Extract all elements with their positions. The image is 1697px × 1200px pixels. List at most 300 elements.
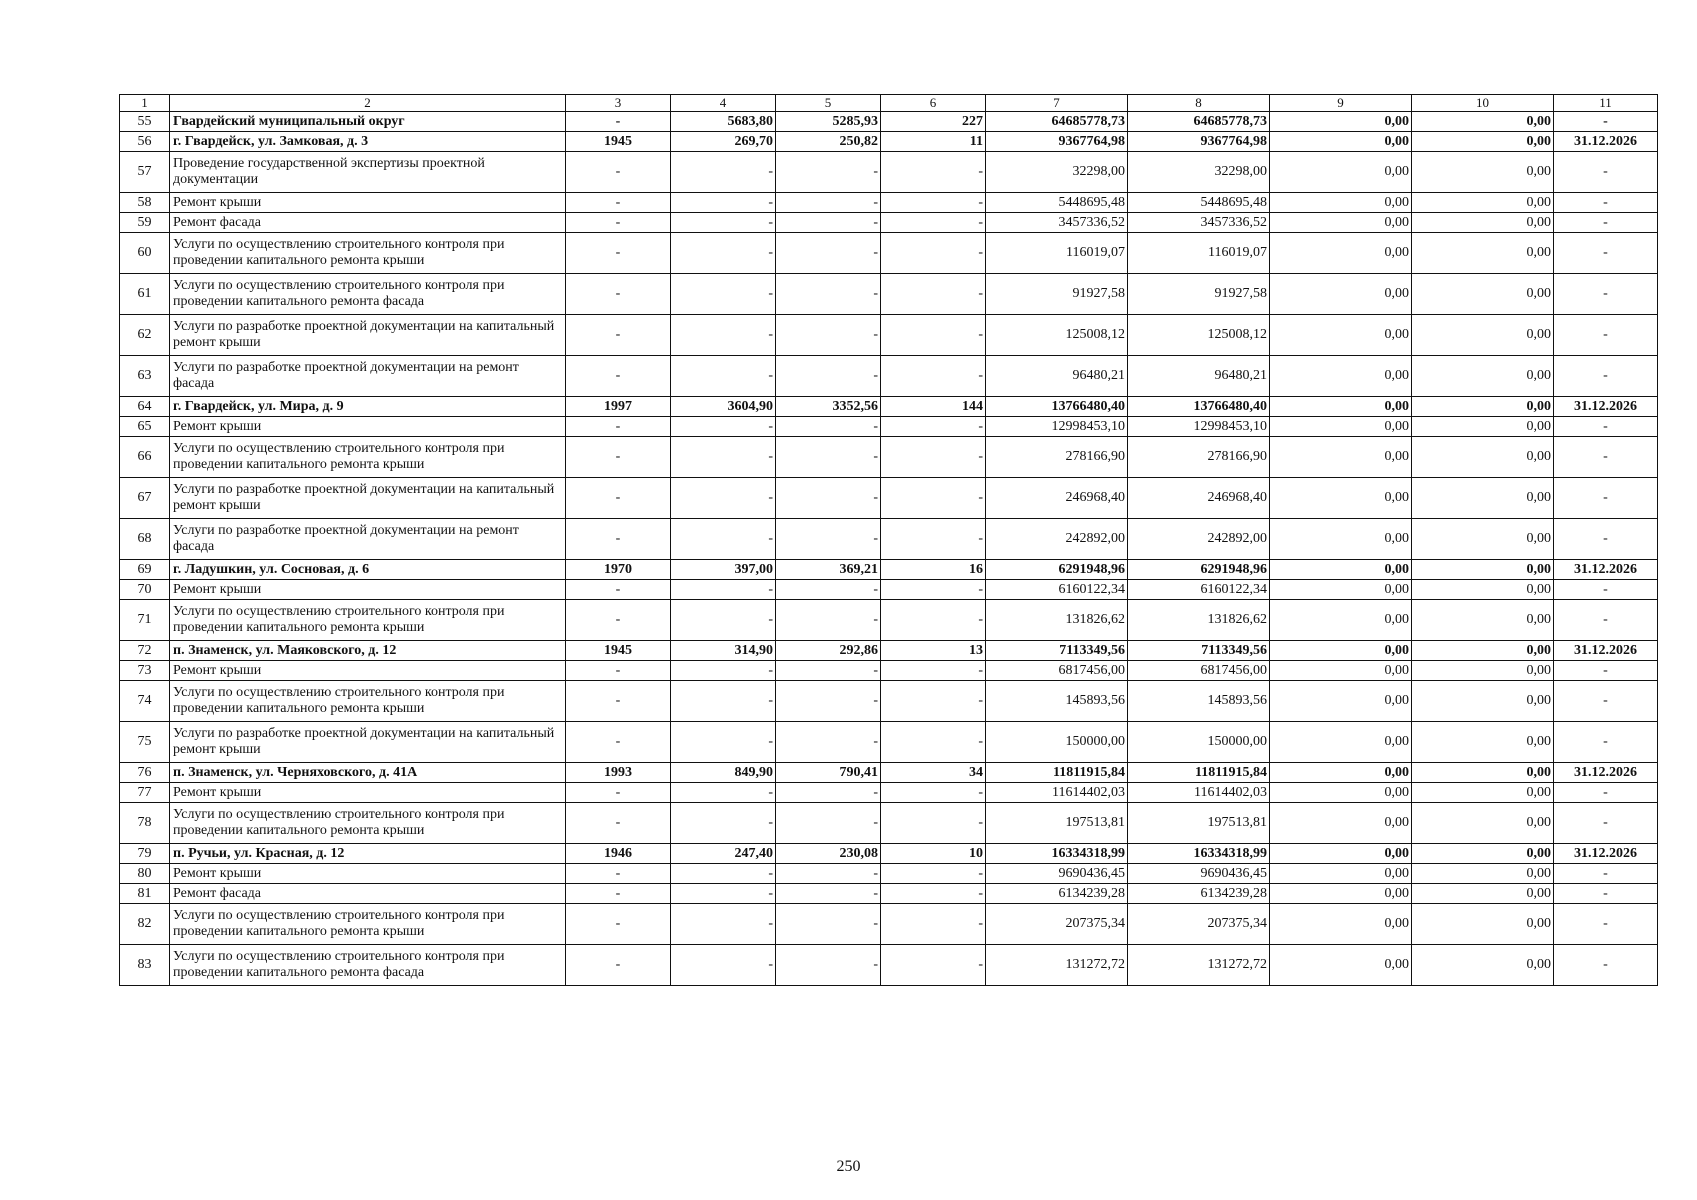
deadline-cell: 31.12.2026 [1554, 641, 1658, 661]
year-cell: - [566, 661, 671, 681]
col10-cell: 0,00 [1412, 560, 1554, 580]
deadline-cell: - [1554, 152, 1658, 193]
item-name-cell: Услуги по осуществлению строительного контроля при проведении капитального ремонта крыши [170, 803, 566, 844]
row-number-cell: 69 [120, 560, 170, 580]
col4-cell: - [671, 783, 776, 803]
col7-cell: 6160122,34 [986, 580, 1128, 600]
col4-cell: - [671, 417, 776, 437]
year-cell: - [566, 274, 671, 315]
col6-cell: - [881, 783, 986, 803]
col7-cell: 96480,21 [986, 356, 1128, 397]
col5-cell: - [776, 152, 881, 193]
col6-cell: - [881, 437, 986, 478]
col10-cell: 0,00 [1412, 397, 1554, 417]
year-cell: 1970 [566, 560, 671, 580]
table-row [120, 112, 1658, 132]
col6-cell: 16 [881, 560, 986, 580]
table-row [120, 945, 1658, 986]
table-row [120, 356, 1658, 397]
col6-cell: - [881, 233, 986, 274]
table-row [120, 213, 1658, 233]
table-row [120, 478, 1658, 519]
table-row [120, 722, 1658, 763]
row-number-cell: 73 [120, 661, 170, 681]
deadline-cell: - [1554, 478, 1658, 519]
col9-cell: 0,00 [1270, 437, 1412, 478]
col6-cell: - [881, 904, 986, 945]
col4-cell: - [671, 437, 776, 478]
row-number-cell: 80 [120, 864, 170, 884]
row-number-cell: 63 [120, 356, 170, 397]
table-row [120, 884, 1658, 904]
year-cell: - [566, 884, 671, 904]
header-cell: 1 [120, 95, 170, 112]
col8-cell: 64685778,73 [1128, 112, 1270, 132]
row-number-cell: 62 [120, 315, 170, 356]
item-name-cell: Ремонт фасада [170, 213, 566, 233]
col4-cell: - [671, 193, 776, 213]
header-cell: 8 [1128, 95, 1270, 112]
table-row [120, 661, 1658, 681]
col8-cell: 9367764,98 [1128, 132, 1270, 152]
row-number-cell: 70 [120, 580, 170, 600]
col8-cell: 197513,81 [1128, 803, 1270, 844]
column-number-header-row [120, 95, 1658, 112]
year-cell: 1945 [566, 132, 671, 152]
col9-cell: 0,00 [1270, 397, 1412, 417]
col9-cell: 0,00 [1270, 152, 1412, 193]
col9-cell: 0,00 [1270, 417, 1412, 437]
item-name-cell: Услуги по разработке проектной документации на капитальный ремонт крыши [170, 722, 566, 763]
table-body [120, 95, 1658, 986]
col7-cell: 246968,40 [986, 478, 1128, 519]
col5-cell: 292,86 [776, 641, 881, 661]
col5-cell: 5285,93 [776, 112, 881, 132]
col6-cell: - [881, 193, 986, 213]
col8-cell: 207375,34 [1128, 904, 1270, 945]
col7-cell: 7113349,56 [986, 641, 1128, 661]
col6-cell: - [881, 274, 986, 315]
col7-cell: 9690436,45 [986, 864, 1128, 884]
col6-cell: - [881, 661, 986, 681]
col4-cell: 397,00 [671, 560, 776, 580]
col6-cell: - [881, 681, 986, 722]
table-row [120, 864, 1658, 884]
row-number-cell: 75 [120, 722, 170, 763]
col9-cell: 0,00 [1270, 519, 1412, 560]
deadline-cell: - [1554, 904, 1658, 945]
col10-cell: 0,00 [1412, 783, 1554, 803]
deadline-cell: - [1554, 274, 1658, 315]
col9-cell: 0,00 [1270, 803, 1412, 844]
year-cell: 1997 [566, 397, 671, 417]
col5-cell: - [776, 945, 881, 986]
col8-cell: 12998453,10 [1128, 417, 1270, 437]
row-number-cell: 82 [120, 904, 170, 945]
col4-cell: - [671, 661, 776, 681]
col5-cell: - [776, 600, 881, 641]
col6-cell: - [881, 600, 986, 641]
year-cell: - [566, 112, 671, 132]
col4-cell: - [671, 681, 776, 722]
col4-cell: - [671, 884, 776, 904]
col6-cell: 144 [881, 397, 986, 417]
col9-cell: 0,00 [1270, 274, 1412, 315]
deadline-cell: - [1554, 519, 1658, 560]
col7-cell: 16334318,99 [986, 844, 1128, 864]
row-number-cell: 83 [120, 945, 170, 986]
table-row [120, 904, 1658, 945]
col8-cell: 125008,12 [1128, 315, 1270, 356]
table-row [120, 315, 1658, 356]
header-cell: 4 [671, 95, 776, 112]
col7-cell: 197513,81 [986, 803, 1128, 844]
col5-cell: 790,41 [776, 763, 881, 783]
item-name-cell: п. Ручьи, ул. Красная, д. 12 [170, 844, 566, 864]
col10-cell: 0,00 [1412, 580, 1554, 600]
col4-cell: - [671, 356, 776, 397]
year-cell: 1945 [566, 641, 671, 661]
item-name-cell: Услуги по осуществлению строительного контроля при проведении капитального ремонта крыши [170, 437, 566, 478]
col6-cell: - [881, 580, 986, 600]
year-cell: - [566, 722, 671, 763]
col9-cell: 0,00 [1270, 233, 1412, 274]
col10-cell: 0,00 [1412, 213, 1554, 233]
row-number-cell: 66 [120, 437, 170, 478]
table-row [120, 193, 1658, 213]
col4-cell: 3604,90 [671, 397, 776, 417]
col9-cell: 0,00 [1270, 478, 1412, 519]
table-row [120, 274, 1658, 315]
row-number-cell: 60 [120, 233, 170, 274]
col10-cell: 0,00 [1412, 904, 1554, 945]
col7-cell: 125008,12 [986, 315, 1128, 356]
col10-cell: 0,00 [1412, 519, 1554, 560]
col4-cell: - [671, 864, 776, 884]
col8-cell: 5448695,48 [1128, 193, 1270, 213]
col7-cell: 131826,62 [986, 600, 1128, 641]
col6-cell: - [881, 356, 986, 397]
deadline-cell: - [1554, 580, 1658, 600]
col6-cell: - [881, 945, 986, 986]
item-name-cell: Ремонт крыши [170, 417, 566, 437]
header-cell: 3 [566, 95, 671, 112]
deadline-cell: 31.12.2026 [1554, 763, 1658, 783]
year-cell: - [566, 783, 671, 803]
col8-cell: 11811915,84 [1128, 763, 1270, 783]
deadline-cell: - [1554, 783, 1658, 803]
col9-cell: 0,00 [1270, 681, 1412, 722]
col9-cell: 0,00 [1270, 315, 1412, 356]
row-number-cell: 65 [120, 417, 170, 437]
col7-cell: 5448695,48 [986, 193, 1128, 213]
col8-cell: 131826,62 [1128, 600, 1270, 641]
col8-cell: 11614402,03 [1128, 783, 1270, 803]
table-row [120, 763, 1658, 783]
deadline-cell: 31.12.2026 [1554, 397, 1658, 417]
col5-cell: - [776, 661, 881, 681]
item-name-cell: Услуги по разработке проектной документации на ремонт фасада [170, 519, 566, 560]
col8-cell: 278166,90 [1128, 437, 1270, 478]
header-cell: 9 [1270, 95, 1412, 112]
col5-cell: - [776, 437, 881, 478]
col5-cell: 230,08 [776, 844, 881, 864]
col10-cell: 0,00 [1412, 763, 1554, 783]
col6-cell: 227 [881, 112, 986, 132]
col4-cell: - [671, 233, 776, 274]
item-name-cell: г. Гвардейск, ул. Мира, д. 9 [170, 397, 566, 417]
col7-cell: 131272,72 [986, 945, 1128, 986]
col8-cell: 242892,00 [1128, 519, 1270, 560]
row-number-cell: 55 [120, 112, 170, 132]
item-name-cell: Услуги по осуществлению строительного контроля при проведении капитального ремонта крыши [170, 681, 566, 722]
col7-cell: 11614402,03 [986, 783, 1128, 803]
table-row [120, 580, 1658, 600]
deadline-cell: - [1554, 193, 1658, 213]
year-cell: - [566, 437, 671, 478]
col5-cell: - [776, 274, 881, 315]
col5-cell: - [776, 478, 881, 519]
year-cell: - [566, 580, 671, 600]
col8-cell: 6817456,00 [1128, 661, 1270, 681]
col7-cell: 13766480,40 [986, 397, 1128, 417]
table-row [120, 152, 1658, 193]
col4-cell: - [671, 803, 776, 844]
col10-cell: 0,00 [1412, 132, 1554, 152]
item-name-cell: Услуги по осуществлению строительного контроля при проведении капитального ремонта фасада [170, 274, 566, 315]
table-row [120, 397, 1658, 417]
header-cell: 10 [1412, 95, 1554, 112]
header-cell: 7 [986, 95, 1128, 112]
col7-cell: 242892,00 [986, 519, 1128, 560]
year-cell: - [566, 519, 671, 560]
col8-cell: 131272,72 [1128, 945, 1270, 986]
row-number-cell: 59 [120, 213, 170, 233]
col10-cell: 0,00 [1412, 152, 1554, 193]
col4-cell: 314,90 [671, 641, 776, 661]
col5-cell: - [776, 864, 881, 884]
col9-cell: 0,00 [1270, 560, 1412, 580]
col10-cell: 0,00 [1412, 803, 1554, 844]
col4-cell: - [671, 152, 776, 193]
table-row [120, 233, 1658, 274]
deadline-cell: - [1554, 233, 1658, 274]
col7-cell: 6134239,28 [986, 884, 1128, 904]
col8-cell: 6291948,96 [1128, 560, 1270, 580]
item-name-cell: г. Гвардейск, ул. Замковая, д. 3 [170, 132, 566, 152]
col10-cell: 0,00 [1412, 884, 1554, 904]
col9-cell: 0,00 [1270, 904, 1412, 945]
row-number-cell: 58 [120, 193, 170, 213]
col6-cell: - [881, 519, 986, 560]
item-name-cell: г. Ладушкин, ул. Сосновая, д. 6 [170, 560, 566, 580]
deadline-cell: 31.12.2026 [1554, 560, 1658, 580]
year-cell: - [566, 803, 671, 844]
col7-cell: 207375,34 [986, 904, 1128, 945]
col5-cell: - [776, 417, 881, 437]
row-number-cell: 76 [120, 763, 170, 783]
row-number-cell: 81 [120, 884, 170, 904]
col9-cell: 0,00 [1270, 783, 1412, 803]
item-name-cell: Услуги по разработке проектной документации на капитальный ремонт крыши [170, 478, 566, 519]
col4-cell: - [671, 213, 776, 233]
row-number-cell: 56 [120, 132, 170, 152]
item-name-cell: Услуги по осуществлению строительного контроля при проведении капитального ремонта крыши [170, 600, 566, 641]
row-number-cell: 74 [120, 681, 170, 722]
row-number-cell: 78 [120, 803, 170, 844]
col7-cell: 64685778,73 [986, 112, 1128, 132]
col7-cell: 6817456,00 [986, 661, 1128, 681]
header-cell: 5 [776, 95, 881, 112]
col5-cell: 369,21 [776, 560, 881, 580]
col6-cell: - [881, 315, 986, 356]
col10-cell: 0,00 [1412, 945, 1554, 986]
table-row [120, 641, 1658, 661]
col4-cell: - [671, 580, 776, 600]
col9-cell: 0,00 [1270, 213, 1412, 233]
col10-cell: 0,00 [1412, 112, 1554, 132]
table-row [120, 803, 1658, 844]
item-name-cell: Услуги по осуществлению строительного контроля при проведении капитального ремонта фасада [170, 945, 566, 986]
col6-cell: - [881, 803, 986, 844]
col10-cell: 0,00 [1412, 641, 1554, 661]
col10-cell: 0,00 [1412, 274, 1554, 315]
col8-cell: 16334318,99 [1128, 844, 1270, 864]
col6-cell: - [881, 152, 986, 193]
col10-cell: 0,00 [1412, 661, 1554, 681]
row-number-cell: 79 [120, 844, 170, 864]
col5-cell: - [776, 681, 881, 722]
col6-cell: 13 [881, 641, 986, 661]
col5-cell: - [776, 884, 881, 904]
year-cell: - [566, 904, 671, 945]
year-cell: - [566, 233, 671, 274]
col7-cell: 145893,56 [986, 681, 1128, 722]
col9-cell: 0,00 [1270, 884, 1412, 904]
col10-cell: 0,00 [1412, 722, 1554, 763]
col7-cell: 91927,58 [986, 274, 1128, 315]
table-row [120, 417, 1658, 437]
col10-cell: 0,00 [1412, 356, 1554, 397]
col9-cell: 0,00 [1270, 193, 1412, 213]
row-number-cell: 77 [120, 783, 170, 803]
col8-cell: 3457336,52 [1128, 213, 1270, 233]
year-cell: - [566, 356, 671, 397]
deadline-cell: - [1554, 681, 1658, 722]
deadline-cell: - [1554, 315, 1658, 356]
deadline-cell: - [1554, 213, 1658, 233]
year-cell: - [566, 213, 671, 233]
deadline-cell: - [1554, 112, 1658, 132]
col5-cell: - [776, 803, 881, 844]
col9-cell: 0,00 [1270, 722, 1412, 763]
col8-cell: 91927,58 [1128, 274, 1270, 315]
col6-cell: - [881, 478, 986, 519]
item-name-cell: Проведение государственной экспертизы проектной документации [170, 152, 566, 193]
table-row [120, 519, 1658, 560]
row-number-cell: 57 [120, 152, 170, 193]
deadline-cell: - [1554, 661, 1658, 681]
year-cell: 1993 [566, 763, 671, 783]
deadline-cell: - [1554, 356, 1658, 397]
row-number-cell: 72 [120, 641, 170, 661]
table-row [120, 600, 1658, 641]
col7-cell: 3457336,52 [986, 213, 1128, 233]
col4-cell: - [671, 274, 776, 315]
item-name-cell: Услуги по осуществлению строительного контроля при проведении капитального ремонта крыши [170, 904, 566, 945]
col5-cell: - [776, 783, 881, 803]
col7-cell: 150000,00 [986, 722, 1128, 763]
deadline-cell: - [1554, 417, 1658, 437]
col5-cell: 3352,56 [776, 397, 881, 417]
col10-cell: 0,00 [1412, 864, 1554, 884]
col8-cell: 150000,00 [1128, 722, 1270, 763]
col9-cell: 0,00 [1270, 864, 1412, 884]
table-row [120, 681, 1658, 722]
col4-cell: - [671, 722, 776, 763]
row-number-cell: 71 [120, 600, 170, 641]
table-row [120, 560, 1658, 580]
year-cell: - [566, 193, 671, 213]
col4-cell: - [671, 904, 776, 945]
col8-cell: 116019,07 [1128, 233, 1270, 274]
item-name-cell: Ремонт крыши [170, 580, 566, 600]
row-number-cell: 61 [120, 274, 170, 315]
row-number-cell: 67 [120, 478, 170, 519]
deadline-cell: - [1554, 884, 1658, 904]
col8-cell: 13766480,40 [1128, 397, 1270, 417]
year-cell: - [566, 315, 671, 356]
col10-cell: 0,00 [1412, 417, 1554, 437]
col6-cell: - [881, 417, 986, 437]
works-table [119, 94, 1658, 986]
col9-cell: 0,00 [1270, 600, 1412, 641]
deadline-cell: - [1554, 945, 1658, 986]
col9-cell: 0,00 [1270, 356, 1412, 397]
col10-cell: 0,00 [1412, 681, 1554, 722]
item-name-cell: Ремонт крыши [170, 783, 566, 803]
item-name-cell: Ремонт крыши [170, 193, 566, 213]
col9-cell: 0,00 [1270, 112, 1412, 132]
col10-cell: 0,00 [1412, 478, 1554, 519]
table-row [120, 844, 1658, 864]
col6-cell: 34 [881, 763, 986, 783]
col9-cell: 0,00 [1270, 641, 1412, 661]
col7-cell: 6291948,96 [986, 560, 1128, 580]
row-number-cell: 64 [120, 397, 170, 417]
col6-cell: - [881, 884, 986, 904]
item-name-cell: п. Знаменск, ул. Черняховского, д. 41А [170, 763, 566, 783]
col7-cell: 32298,00 [986, 152, 1128, 193]
col7-cell: 116019,07 [986, 233, 1128, 274]
col10-cell: 0,00 [1412, 600, 1554, 641]
header-cell: 6 [881, 95, 986, 112]
col6-cell: - [881, 722, 986, 763]
col9-cell: 0,00 [1270, 132, 1412, 152]
col8-cell: 32298,00 [1128, 152, 1270, 193]
col7-cell: 12998453,10 [986, 417, 1128, 437]
table-row [120, 437, 1658, 478]
deadline-cell: 31.12.2026 [1554, 132, 1658, 152]
col9-cell: 0,00 [1270, 661, 1412, 681]
table-row [120, 783, 1658, 803]
col10-cell: 0,00 [1412, 193, 1554, 213]
col4-cell: 247,40 [671, 844, 776, 864]
col5-cell: - [776, 519, 881, 560]
deadline-cell: 31.12.2026 [1554, 844, 1658, 864]
col8-cell: 145893,56 [1128, 681, 1270, 722]
table-row [120, 132, 1658, 152]
